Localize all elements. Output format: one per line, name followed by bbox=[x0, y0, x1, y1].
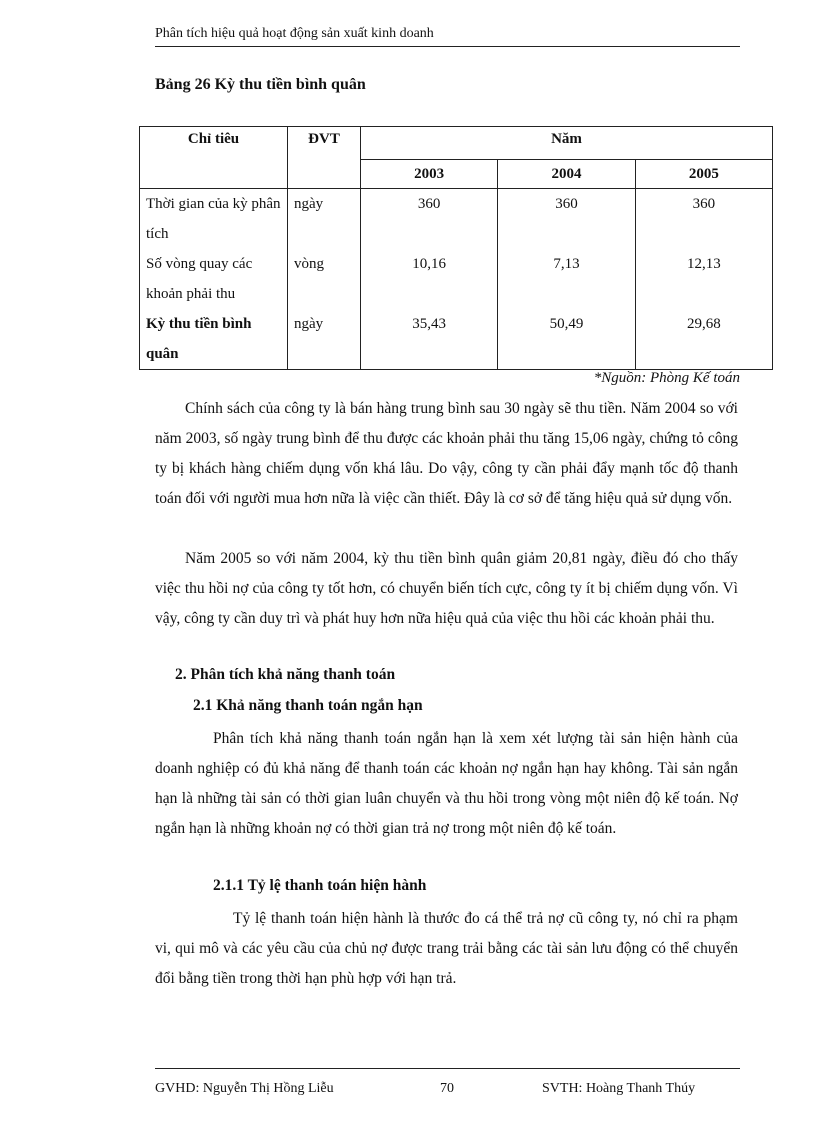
paragraph-4: Tỷ lệ thanh toán hiện hành là thước đo cá thể trả nợ cũ công ty, nó chỉ ra phạm vi, qui mô và các yêu cầu của chủ nợ được trang trải bằng các tài sản lưu động có thể chuyển đổi bằng tiền trong thời hạn phù hợp với hạn trả. bbox=[155, 910, 738, 987]
row-value: 360 bbox=[361, 189, 498, 250]
footer-advisor: GVHD: Nguyễn Thị Hồng Liễu bbox=[155, 1081, 334, 1096]
header-year: Năm bbox=[361, 127, 773, 160]
paragraph-3: Phân tích khả năng thanh toán ngắn hạn là xem xét lượng tài sản hiện hành của doanh nghiệp có đủ khả năng để thanh toán các khoản nợ ngắn hạn hay không. Tài sản ngắn hạn là những tài sản có thời gian luân chuyển và thu hồi trong vòng một niên độ kế toán. Nợ ngắn hạn là những khoản nợ có thời gian trả nợ trong một niên độ kế toán. bbox=[155, 730, 738, 837]
table-row bbox=[140, 309, 773, 370]
row-value: 50,49 bbox=[498, 309, 635, 370]
footer-student: SVTH: Hoàng Thanh Thúy bbox=[542, 1081, 696, 1096]
paragraph-2: Năm 2005 so với năm 2004, kỳ thu tiền bình quân giảm 20,81 ngày, điều đó cho thấy việc thu hồi nợ của công ty tốt hơn, có chuyển biến tích cực, công ty ít bị chiếm dụng vốn. Vì vậy, công ty cần duy trì và phát huy hơn nữa hiệu quả của việc thu hồi các khoản phải thu. bbox=[155, 550, 738, 627]
table-row bbox=[140, 189, 773, 250]
row-label: Kỳ thu tiền bình quân bbox=[140, 309, 288, 370]
paragraph-1: Chính sách của công ty là bán hàng trung bình sau 30 ngày sẽ thu tiền. Năm 2004 so với năm 2003, số ngày trung bình để thu được các khoản phải thu tăng 15,06 ngày, chứng tỏ công ty bị khách hàng chiếm dụng vốn khá lâu. Do vậy, công ty cần phải đẩy mạnh tốc độ thanh toán đối với người mua hơn nữa là việc cần thiết. Đây là cơ sở để tăng hiệu quả sử dụng vốn. bbox=[155, 400, 738, 507]
row-value: 29,68 bbox=[635, 309, 772, 370]
row-unit: vòng bbox=[288, 249, 361, 309]
year-2005: 2005 bbox=[635, 160, 772, 189]
source-note: *Nguồn: Phòng Kế toán bbox=[593, 370, 740, 386]
page-number: 70 bbox=[440, 1081, 454, 1096]
table-row bbox=[140, 249, 773, 309]
row-value: 12,13 bbox=[635, 249, 772, 309]
row-unit: ngày bbox=[288, 309, 361, 370]
row-label: Thời gian của kỳ phân tích bbox=[140, 189, 288, 250]
table-title: Bảng 26 Kỳ thu tiền bình quân bbox=[155, 76, 366, 93]
header-unit: ĐVT bbox=[288, 127, 361, 189]
year-2003: 2003 bbox=[361, 160, 498, 189]
row-value: 7,13 bbox=[498, 249, 635, 309]
row-value: 35,43 bbox=[361, 309, 498, 370]
page-header bbox=[155, 26, 740, 47]
row-value: 360 bbox=[635, 189, 772, 250]
section-heading-2-1-1: 2.1.1 Tỷ lệ thanh toán hiện hành bbox=[213, 877, 427, 894]
row-label: Số vòng quay các khoản phải thu bbox=[140, 249, 288, 309]
section-heading-2-1: 2.1 Khả năng thanh toán ngắn hạn bbox=[193, 697, 423, 714]
row-value: 360 bbox=[498, 189, 635, 250]
row-value: 10,16 bbox=[361, 249, 498, 309]
year-2004: 2004 bbox=[498, 160, 635, 189]
section-heading-2: 2. Phân tích khả năng thanh toán bbox=[175, 666, 396, 683]
data-table bbox=[139, 126, 773, 370]
row-unit: ngày bbox=[288, 189, 361, 250]
header-title: Phân tích hiệu quả hoạt động sản xuất kinh doanh bbox=[155, 26, 434, 41]
footer-divider bbox=[155, 1068, 740, 1069]
header-indicator: Chỉ tiêu bbox=[140, 127, 288, 189]
